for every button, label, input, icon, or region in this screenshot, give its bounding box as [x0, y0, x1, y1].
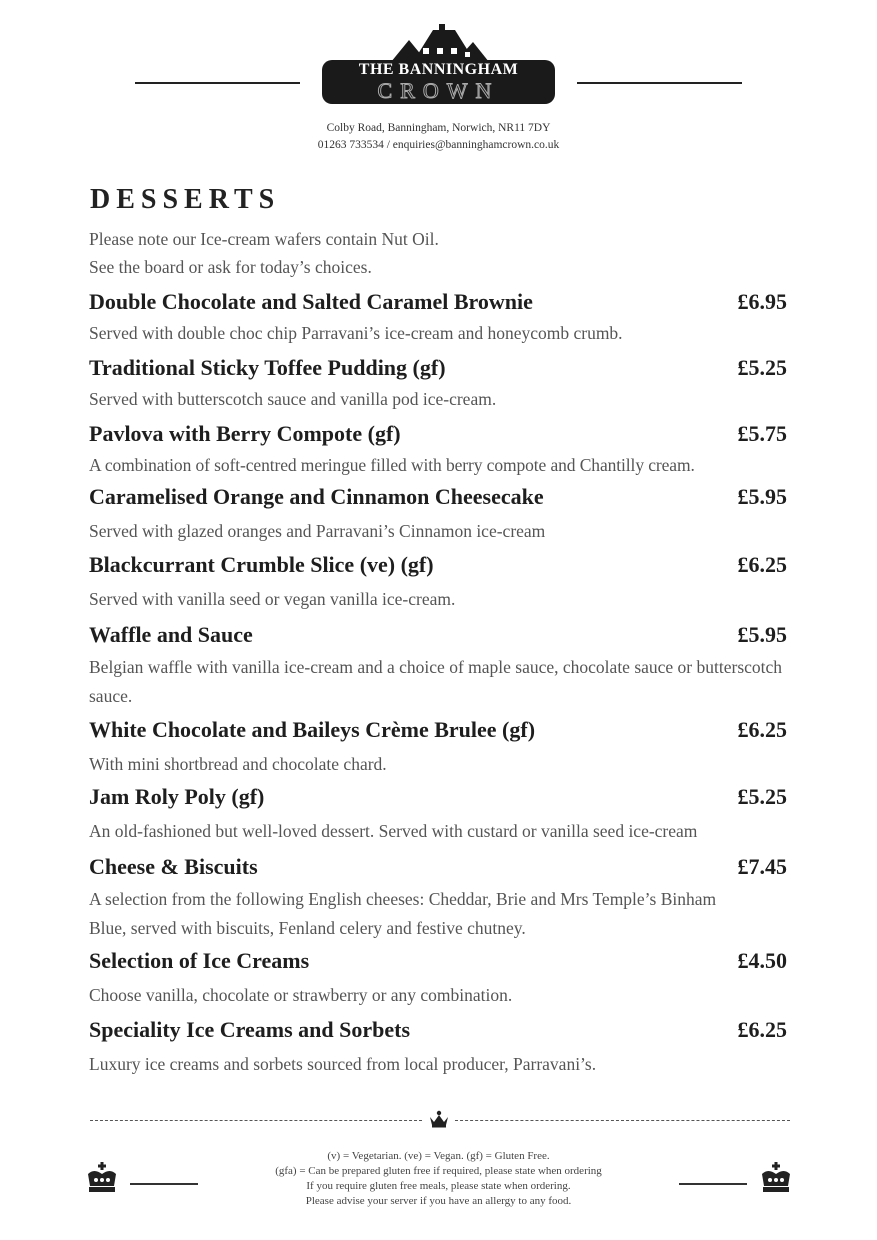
- divider-dashed-right: [455, 1120, 790, 1121]
- menu-item-description: Served with glazed oranges and Parravani’s Cinnamon ice-cream: [89, 521, 546, 541]
- menu-item-name: Double Chocolate and Salted Caramel Brownie: [89, 289, 533, 314]
- footer-legend: (gfa) = Can be prepared gluten free if required, please state when ordering: [275, 1165, 602, 1177]
- menu-item-description: A selection from the following English cheeses: Cheddar, Brie and Mrs Temple’s Binham Blue, served with biscuits, Fenland celery and festive chutney.: [89, 889, 717, 938]
- contact-line: 01263 733534 / enquiries@banninghamcrown.co.uk: [317, 139, 560, 151]
- logo-name-bottom: CROWN: [377, 78, 500, 103]
- menu-item-description: Choose vanilla, chocolate or strawberry or any combination.: [89, 985, 513, 1005]
- menu-item-name: White Chocolate and Baileys Crème Brulee (gf): [89, 717, 536, 742]
- house-logo-icon: [383, 22, 495, 64]
- menu-item-name: Jam Roly Poly (gf): [89, 784, 265, 809]
- menu-item-name: Traditional Sticky Toffee Pudding (gf): [89, 355, 446, 380]
- menu-item-name: Blackcurrant Crumble Slice (ve) (gf): [89, 552, 434, 577]
- menu-item-name: Speciality Ice Creams and Sorbets: [89, 1017, 411, 1042]
- logo-rule-left: [135, 82, 300, 84]
- menu-item-price: £5.75: [737, 421, 787, 446]
- menu-item-price: £7.45: [737, 854, 787, 879]
- menu-item-description: Luxury ice creams and sorbets sourced from local producer, Parravani’s.: [89, 1054, 597, 1074]
- footer-legend: (v) = Vegetarian. (ve) = Vegan. (gf) = Gluten Free.: [327, 1150, 550, 1162]
- menu-item-price: £6.95: [737, 289, 787, 314]
- menu-header: [0, 0, 877, 160]
- menu-item-price: £5.95: [737, 484, 787, 509]
- menu-item-price: £5.95: [737, 622, 787, 647]
- menu-note: See the board or ask for today’s choices.: [89, 257, 372, 277]
- menu-item-name: Pavlova with Berry Compote (gf): [89, 421, 401, 446]
- footer-note: If you require gluten free meals, please state when ordering.: [306, 1180, 571, 1192]
- page-title: DESSERTS: [90, 184, 281, 215]
- address-line: Colby Road, Banningham, Norwich, NR11 7DY: [326, 122, 551, 134]
- menu-item-description: Served with vanilla seed or vegan vanilla ice-cream.: [89, 589, 456, 609]
- menu-item-description: Served with butterscotch sauce and vanilla pod ice-cream.: [89, 389, 497, 409]
- menu-item-price: £6.25: [737, 552, 787, 577]
- footer-note: Please advise your server if you have an allergy to any food.: [305, 1195, 572, 1207]
- menu-item-description: With mini shortbread and chocolate chard.: [89, 754, 387, 774]
- menu-item-name: Waffle and Sauce: [89, 622, 253, 647]
- divider-dashed-left: [90, 1120, 422, 1121]
- menu-item-price: £6.25: [737, 1017, 787, 1042]
- menu-item-name: Caramelised Orange and Cinnamon Cheesecake: [89, 484, 544, 509]
- menu-item-description: Served with double choc chip Parravani’s ice-cream and honeycomb crumb.: [89, 323, 623, 343]
- menu-item-price: £5.25: [737, 784, 787, 809]
- menu-item-price: £5.25: [737, 355, 787, 380]
- menu-note: Please note our Ice-cream wafers contain Nut Oil.: [89, 229, 439, 249]
- menu-item-name: Cheese & Biscuits: [89, 854, 258, 879]
- menu-item-description: A combination of soft-centred meringue filled with berry compote and Chantilly cream.: [89, 455, 695, 475]
- crown-icon: [429, 1110, 449, 1128]
- menu-item-price: £4.50: [737, 948, 787, 973]
- menu-item-description: An old-fashioned but well-loved dessert. Served with custard or vanilla seed ice-cream: [89, 821, 698, 841]
- logo-name-top: THE BANNINGHAM: [358, 61, 519, 78]
- menu-item-price: £6.25: [737, 717, 787, 742]
- logo-rule-right: [577, 82, 742, 84]
- menu-item-description: Belgian waffle with vanilla ice-cream and a choice of maple sauce, chocolate sauce or butterscotch sauce.: [89, 657, 783, 706]
- menu-item-name: Selection of Ice Creams: [89, 948, 310, 973]
